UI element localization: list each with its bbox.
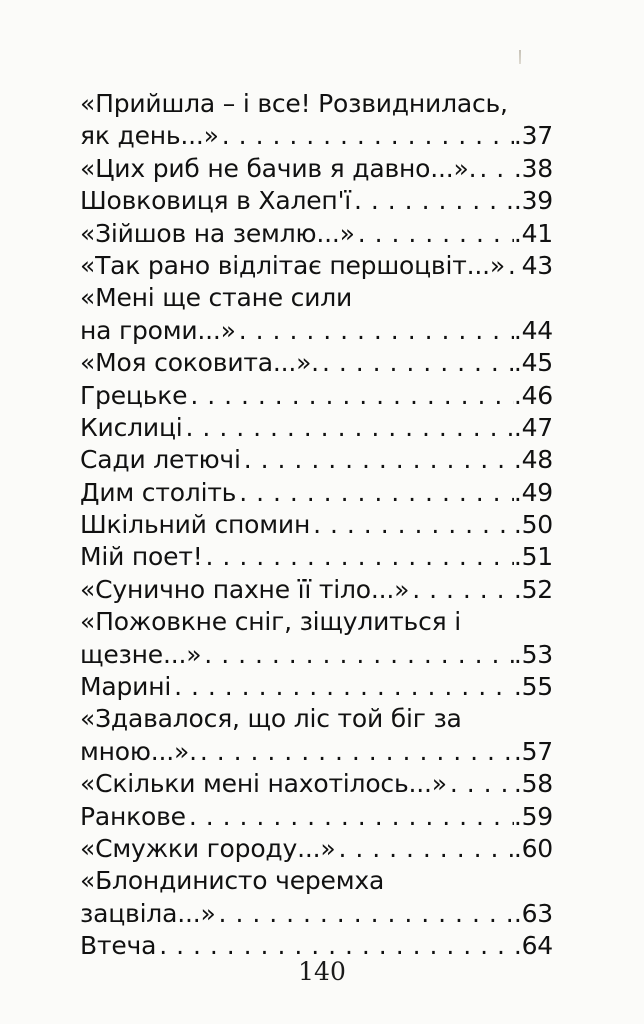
toc-entry <box>80 153 553 185</box>
dot-leader <box>174 671 514 703</box>
toc-entry-page: .41 <box>513 218 553 248</box>
toc-entry-title: «Скільки мені нахотілось...» <box>80 769 447 799</box>
toc-entry-line <box>80 120 553 152</box>
toc-entry <box>80 703 553 768</box>
toc-entry <box>80 88 553 153</box>
toc-entry-page: .38 <box>513 153 553 183</box>
toc-entry-title: Кислиці <box>80 412 183 442</box>
toc-entry-line <box>80 185 553 217</box>
toc-entry-line <box>80 865 553 897</box>
toc-entry-title: як день...» <box>80 121 219 151</box>
toc-entry <box>80 185 553 217</box>
dot-leader <box>186 412 514 444</box>
dot-leader <box>239 315 514 347</box>
dot-leader <box>244 444 514 476</box>
toc-entry-line <box>80 315 553 347</box>
toc-entry <box>80 768 553 800</box>
toc-entry-page: .63 <box>513 898 553 928</box>
toc-entry <box>80 574 553 606</box>
toc-entry <box>80 347 553 379</box>
toc-entry <box>80 509 553 541</box>
toc-entry <box>80 833 553 865</box>
toc-entry-page: .39 <box>513 186 553 216</box>
toc-entry-page: .47 <box>513 412 553 442</box>
toc-entry-title: Марині <box>80 672 172 702</box>
toc-entry-page: .37 <box>513 121 553 151</box>
toc-entry-title: Втеча <box>80 931 157 961</box>
toc-entry <box>80 444 553 476</box>
dot-leader <box>313 509 514 541</box>
toc-entry-line <box>80 477 553 509</box>
toc-entry-line <box>80 606 553 638</box>
toc-entry-line <box>80 88 553 120</box>
toc-entry-line <box>80 250 553 282</box>
dot-leader <box>322 347 514 379</box>
toc-entry-page: .45 <box>513 348 553 378</box>
dot-leader <box>222 120 514 152</box>
toc-entry-line <box>80 703 553 735</box>
toc-entry-page: 43 <box>521 250 553 280</box>
dot-leader <box>338 833 513 865</box>
toc-entry <box>80 412 553 444</box>
toc-entry <box>80 541 553 573</box>
toc-entry-page: .59 <box>513 801 553 831</box>
toc-entry <box>80 606 553 671</box>
toc-entry <box>80 801 553 833</box>
toc-entry-page: .48 <box>513 445 553 475</box>
toc-entry-title: Ранкове <box>80 801 186 831</box>
toc-entry-line <box>80 541 553 573</box>
toc-entry-page: .52 <box>513 574 553 604</box>
toc-entry-title: «Моя соковита...». <box>80 348 319 378</box>
dot-leader <box>189 801 514 833</box>
toc-entry-line <box>80 282 553 314</box>
toc-entry-page: .50 <box>513 510 553 540</box>
toc-entry-title: «Так рано відлітає першоцвіт...» <box>80 250 505 280</box>
dot-leader <box>204 639 514 671</box>
toc-entry-page: .64 <box>513 931 553 961</box>
toc-entry-line <box>80 153 553 185</box>
toc-entry-title: Мій поет! <box>80 542 203 572</box>
toc-entry-line <box>80 898 553 930</box>
toc-entry-line <box>80 509 553 541</box>
toc-entry-title: Сади летючі <box>80 445 241 475</box>
toc-entry <box>80 250 553 282</box>
table-of-contents <box>80 88 553 963</box>
toc-entry-title: щезне...» <box>80 639 202 669</box>
dot-leader <box>358 218 514 250</box>
toc-entry-title: Шкільний спомин <box>80 510 311 540</box>
toc-entry-title: Грецьке <box>80 380 188 410</box>
toc-entry <box>80 865 553 930</box>
toc-entry-page: .46 <box>513 380 553 410</box>
dot-leader <box>412 574 514 606</box>
toc-entry <box>80 282 553 347</box>
dot-leader <box>206 541 514 573</box>
toc-entry-title: мною...». <box>80 736 197 766</box>
toc-entry <box>80 671 553 703</box>
toc-entry-line <box>80 801 553 833</box>
toc-entry-title: «Сунично пахне її тіло...» <box>80 574 410 604</box>
toc-entry-page: .60 <box>513 833 553 863</box>
toc-entry-line <box>80 671 553 703</box>
toc-entry-title: зацвіла...» <box>80 898 216 928</box>
toc-entry-page: .57 <box>513 736 553 766</box>
page-number: 140 <box>298 957 346 986</box>
dot-leader <box>354 185 514 217</box>
toc-entry-line <box>80 639 553 671</box>
toc-entry-line <box>80 380 553 412</box>
toc-entry-line <box>80 736 553 768</box>
dot-leader <box>508 250 522 282</box>
toc-entry-title: «Смужки городу...» <box>80 833 336 863</box>
toc-entry-line <box>80 768 553 800</box>
toc-entry-page: .49 <box>513 477 553 507</box>
toc-entry-line <box>80 574 553 606</box>
dot-leader <box>219 898 514 930</box>
dot-leader <box>479 153 513 185</box>
toc-entry <box>80 380 553 412</box>
toc-entry-title: «Здавалося, що ліс той біг за <box>80 704 462 734</box>
toc-entry-line <box>80 347 553 379</box>
toc-entry-title: «Мені ще стане сили <box>80 283 353 313</box>
toc-entry-page: .51 <box>513 542 553 572</box>
toc-entry-title: «Прийшла – і все! Розвиднилась, <box>80 89 508 118</box>
toc-entry-title: «Блондинисто черемха <box>80 866 385 896</box>
toc-entry-line <box>80 412 553 444</box>
dot-leader <box>450 768 514 800</box>
toc-entry-line <box>80 833 553 865</box>
toc-entry-page: .58 <box>513 769 553 799</box>
toc-entry-title: Дим століть <box>80 477 237 507</box>
dot-leader <box>200 736 514 768</box>
toc-entry-title: «Пожовкне сніг, зіщулиться і <box>80 607 461 637</box>
toc-entry <box>80 477 553 509</box>
dot-leader <box>239 477 514 509</box>
dot-leader <box>190 380 514 412</box>
toc-entry-page: .55 <box>513 672 553 702</box>
toc-entry-line <box>80 218 553 250</box>
toc-entry-page: .53 <box>513 639 553 669</box>
toc-entry-page: .44 <box>513 315 553 345</box>
paper-speck <box>519 50 521 64</box>
toc-entry <box>80 218 553 250</box>
toc-entry-title: на громи...» <box>80 315 236 345</box>
toc-entry-title: Шовковиця в Халеп'ї <box>80 186 351 216</box>
toc-entry-title: «Цих риб не бачив я давно...». <box>80 153 477 183</box>
toc-entry-line <box>80 444 553 476</box>
toc-entry-title: «Зійшов на землю...» <box>80 218 355 248</box>
